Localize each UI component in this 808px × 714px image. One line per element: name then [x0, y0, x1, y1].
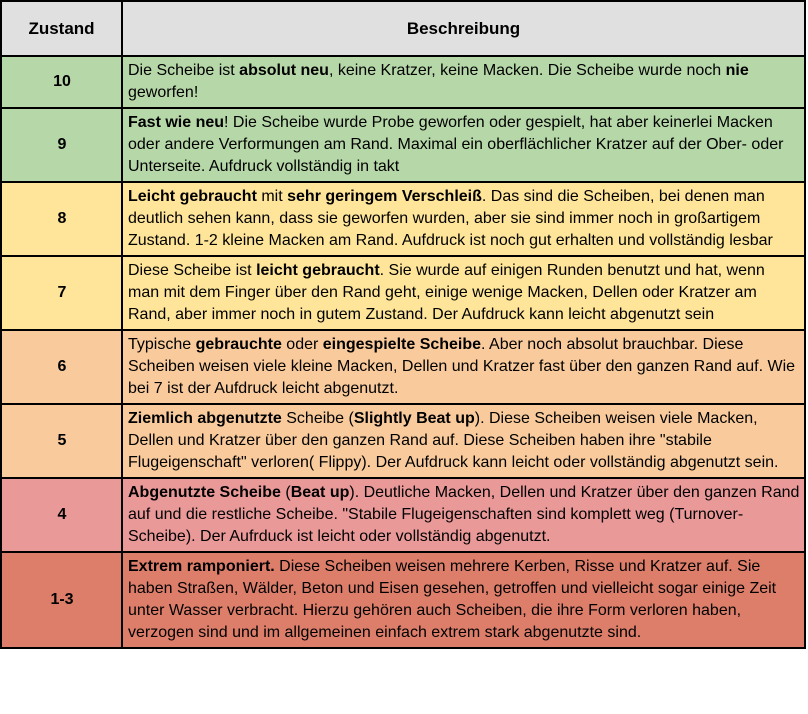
table-row: [1, 108, 805, 182]
zustand-cell: 7: [1, 256, 122, 330]
zustand-cell: 9: [1, 108, 122, 182]
zustand-cell: 8: [1, 182, 122, 256]
zustand-cell: 5: [1, 404, 122, 478]
beschreibung-cell: Leicht gebraucht mit sehr geringem Verschleiß. Das sind die Scheiben, bei denen man deutlich sehen kann, dass sie geworfen wurden, aber sie sind immer noch in großartigem Zustand. 1-2 kleine Macken am Rand. Aufdruck ist noch gut erhalten und vollständig lesbar: [122, 182, 805, 256]
zustand-cell: 1-3: [1, 552, 122, 648]
table-row: [1, 256, 805, 330]
beschreibung-cell: Ziemlich abgenutzte Scheibe (Slightly Beat up). Diese Scheiben weisen viele Macken, Dellen und Kratzer über den ganzen Rand auf. Diese Scheiben haben ihre "stabile Flugeigenschaft" verloren( Flippy). Der Aufdruck kann leicht oder vollständig abgenutzt sein.: [122, 404, 805, 478]
column-header-zustand: Zustand: [1, 1, 122, 56]
table-row: [1, 330, 805, 404]
beschreibung-cell: Diese Scheibe ist leicht gebraucht. Sie wurde auf einigen Runden benutzt und hat, wenn man mit dem Finger über den Rand geht, einige wenige Macken, Dellen oder Kratzer am Rand, aber immer noch in gutem Zustand. Der Aufdruck kann leicht abgenutzt sein: [122, 256, 805, 330]
beschreibung-cell: Typische gebrauchte oder eingespielte Scheibe. Aber noch absolut brauchbar. Diese Scheiben weisen viele kleine Macken, Dellen und Kratzer fast über den ganzen Rand auf. Wie bei 7 ist der Aufdruck leicht abgenutzt.: [122, 330, 805, 404]
table-row: [1, 182, 805, 256]
table-row: [1, 404, 805, 478]
column-header-beschreibung: Beschreibung: [122, 1, 805, 56]
beschreibung-cell: Die Scheibe ist absolut neu, keine Kratzer, keine Macken. Die Scheibe wurde noch nie geworfen!: [122, 56, 805, 108]
table-body: [1, 56, 805, 648]
beschreibung-cell: Extrem ramponiert. Diese Scheiben weisen mehrere Kerben, Risse und Kratzer auf. Sie haben Straßen, Wälder, Beton und Eisen gesehen, getroffen und vielleicht sogar einige Zeit unter Wasser verbracht. Hierzu gehören auch Scheiben, die ihre Form verloren haben, verzogen sind und im allgemeinen einfach extrem stark abgenutzte sind.: [122, 552, 805, 648]
zustand-cell: 10: [1, 56, 122, 108]
table-row: [1, 56, 805, 108]
table-row: [1, 478, 805, 552]
beschreibung-cell: Fast wie neu! Die Scheibe wurde Probe geworfen oder gespielt, hat aber keinerlei Macken oder andere Verformungen am Rand. Maximal ein oberflächlicher Kratzer auf der Ober- oder Unterseite. Aufdruck vollständig in takt: [122, 108, 805, 182]
beschreibung-cell: Abgenutzte Scheibe (Beat up). Deutliche Macken, Dellen und Kratzer über den ganzen Rand auf und die restliche Scheibe. "Stabile Flugeigenschaften sind komplett weg (Turnover-Scheibe). Der Aufrduck ist leicht oder vollständig abgenutzt.: [122, 478, 805, 552]
table-row: [1, 552, 805, 648]
zustand-cell: 6: [1, 330, 122, 404]
table-header: [1, 1, 805, 56]
header-row: [1, 1, 805, 56]
zustand-cell: 4: [1, 478, 122, 552]
